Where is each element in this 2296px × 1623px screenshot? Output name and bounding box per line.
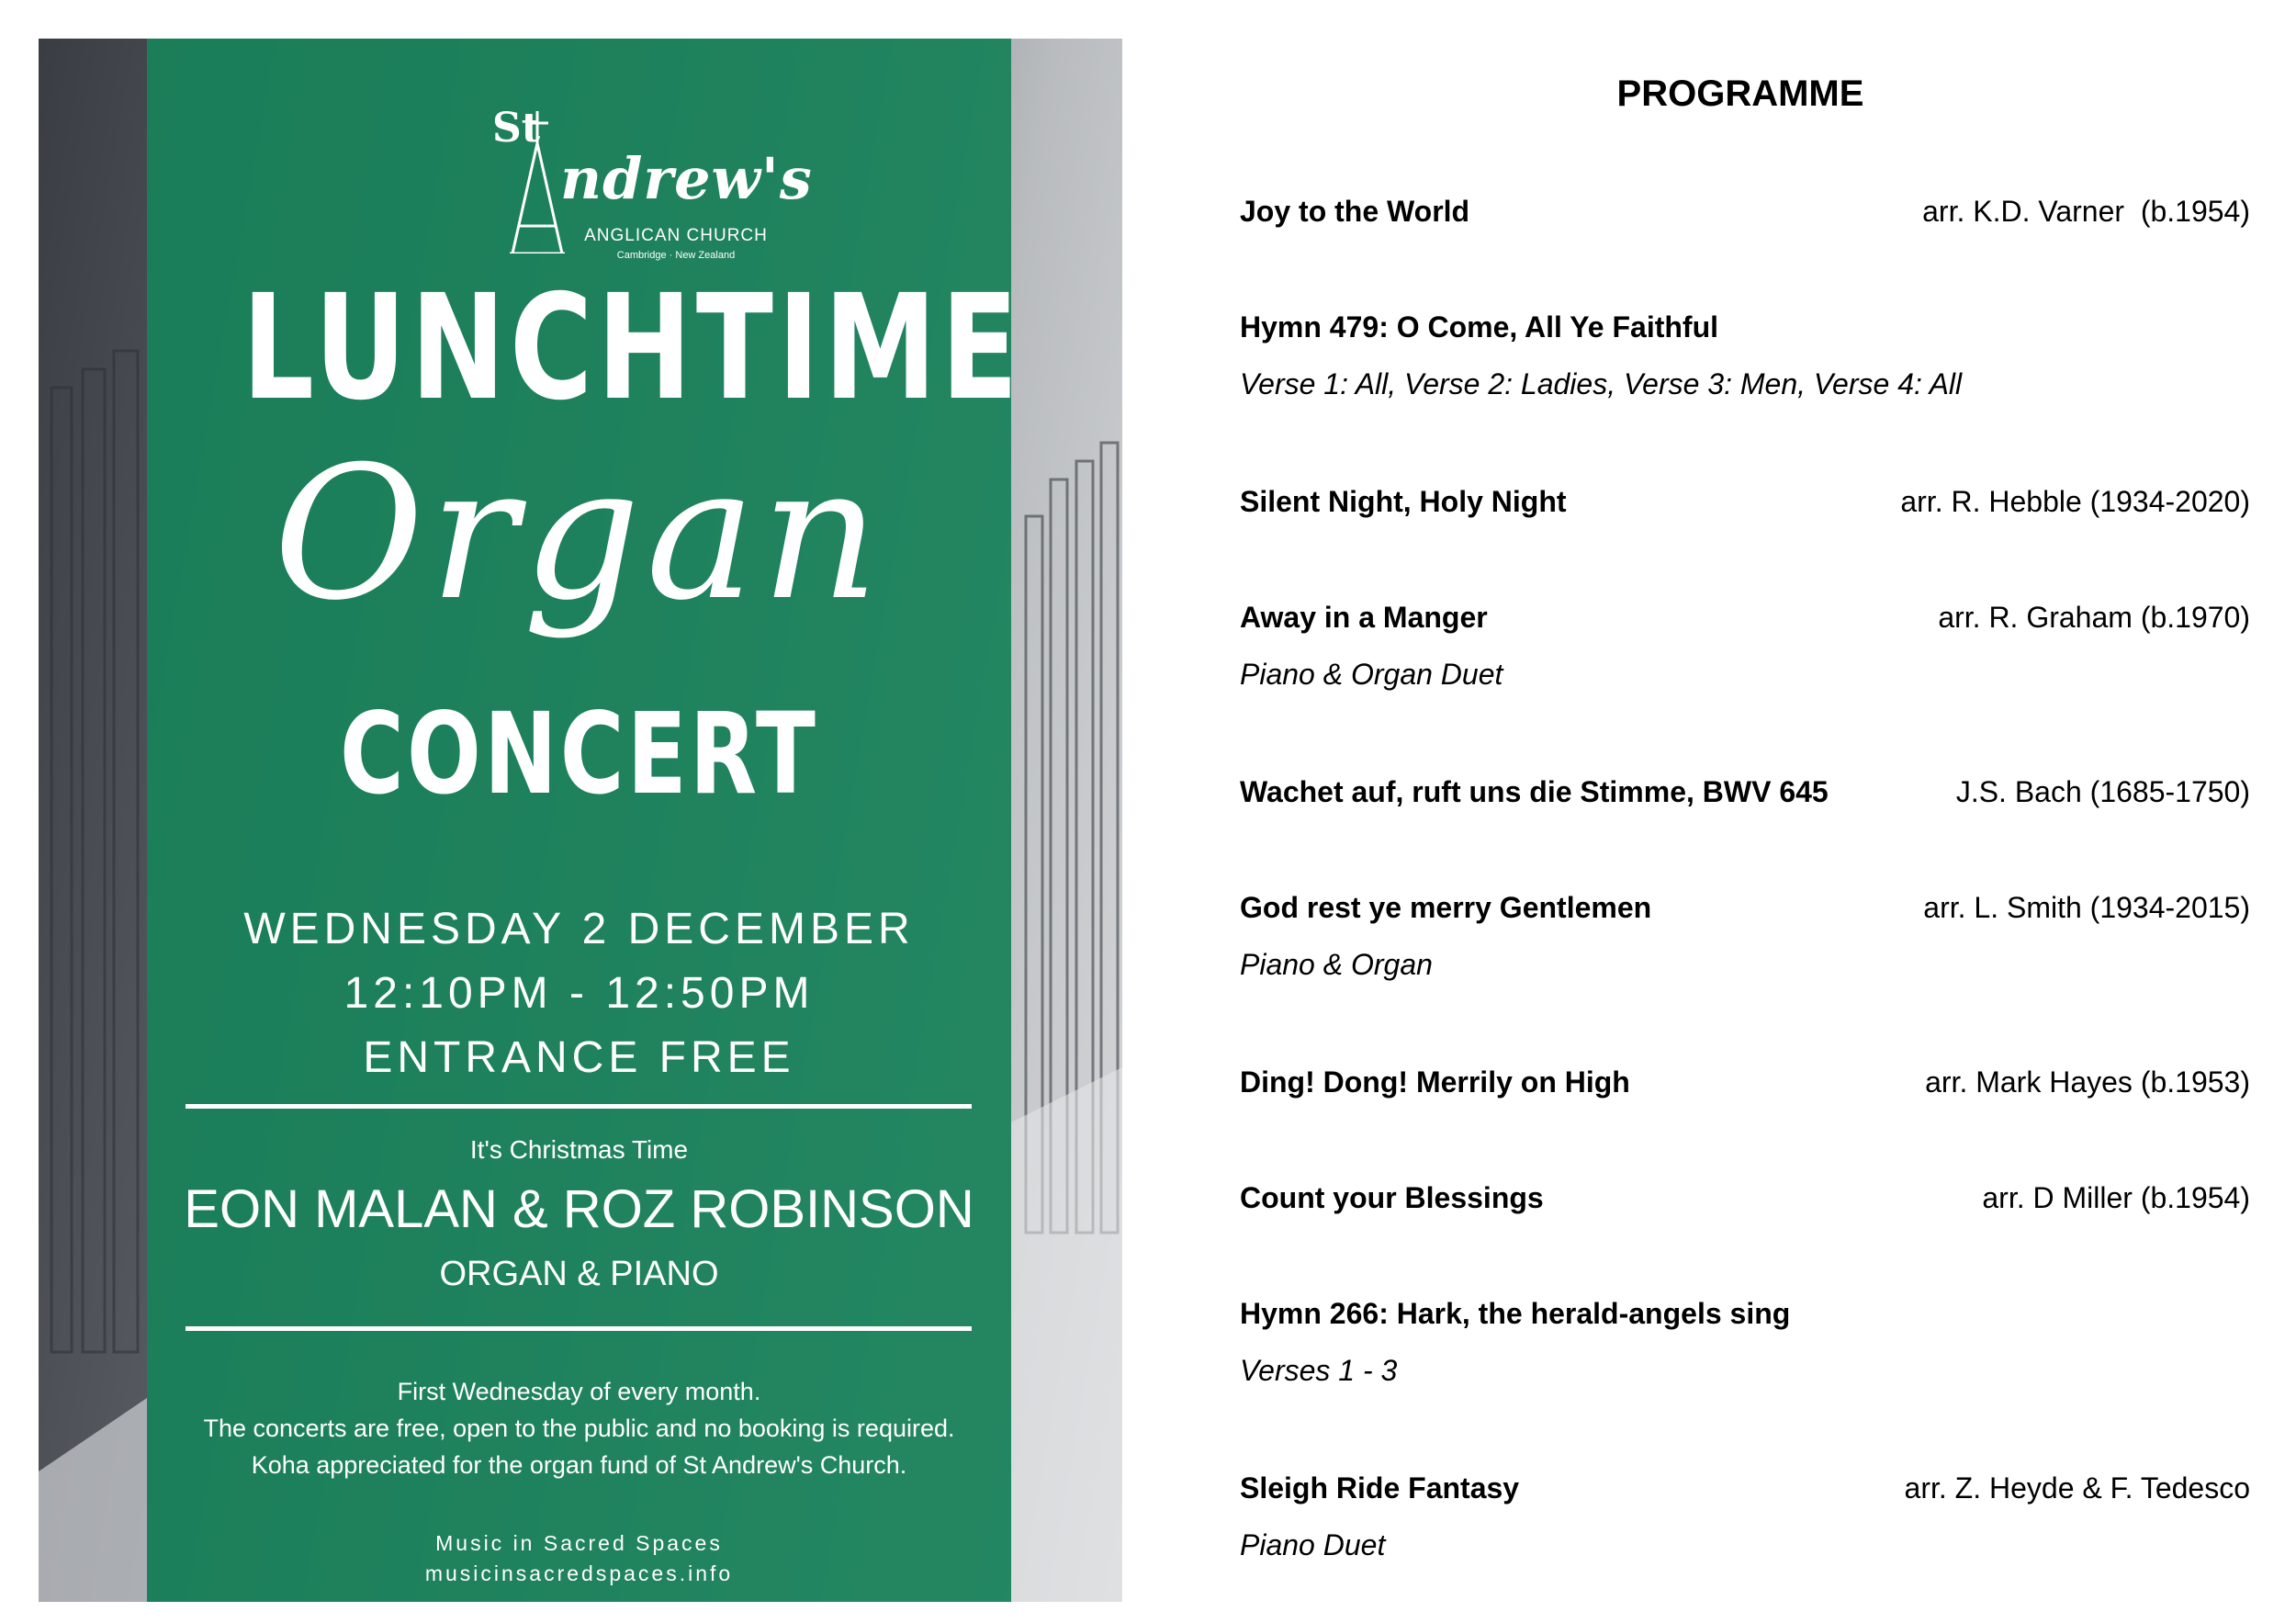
piece-composer: arr. R. Graham (b.1970): [1938, 601, 2250, 634]
piece-title: God rest ye merry Gentlemen: [1240, 891, 1652, 924]
title-concert: CONCERT: [340, 689, 818, 819]
logo-name: ndrew's: [560, 145, 813, 212]
title-lunchtime: LUNCHTIME: [242, 264, 1023, 433]
performers: EON MALAN & ROZ ROBINSON: [184, 1179, 974, 1239]
piece-title: Silent Night, Holy Night: [1240, 485, 1567, 518]
series-website: musicinsacredspaces.info: [424, 1561, 734, 1585]
piece-composer: arr. D Miller (b.1954): [1982, 1181, 2250, 1214]
concert-date: WEDNESDAY 2 DECEMBER: [243, 905, 915, 953]
piece-title: Ding! Dong! Merrily on High: [1240, 1065, 1630, 1099]
series-name: Music in Sacred Spaces: [435, 1531, 723, 1555]
piece-composer: arr. Z. Heyde & F. Tedesco: [1904, 1471, 2250, 1505]
piece-composer: J.S. Bach (1685-1750): [1955, 775, 2250, 808]
logo-st: St: [492, 105, 541, 152]
divider-bottom: [186, 1326, 972, 1331]
logo-location: Cambridge · New Zealand: [616, 250, 736, 261]
programme-title: PROGRAMME: [1616, 73, 1864, 114]
concert-time: 12:10PM - 12:50PM: [343, 969, 815, 1018]
piece-title: Sleigh Ride Fantasy: [1240, 1471, 1520, 1505]
piece-note: Piano & Organ Duet: [1240, 658, 1503, 691]
piece-title: Count your Blessings: [1240, 1181, 1544, 1214]
divider-top: [186, 1104, 972, 1109]
piece-note: Piano Duet: [1240, 1528, 1386, 1561]
concert-subtitle: It's Christmas Time: [469, 1135, 689, 1164]
piece-note: Verse 1: All, Verse 2: Ladies, Verse 3: Men, Verse 4: All: [1240, 367, 1963, 400]
instruments: ORGAN & PIANO: [439, 1255, 719, 1293]
church-logo: [147, 70, 1011, 261]
piece-composer: arr. Mark Hayes (b.1953): [1925, 1065, 2250, 1099]
piece-note: Verses 1 - 3: [1240, 1354, 1398, 1387]
concert-poster: [39, 39, 1122, 1602]
entrance-info: ENTRANCE FREE: [363, 1033, 795, 1082]
info-line-3: Koha appreciated for the organ fund of St Andrew's Church.: [251, 1451, 907, 1479]
piece-composer: arr. K.D. Varner (b.1954): [1922, 195, 2250, 228]
title-organ: Organ: [273, 427, 885, 641]
piece-title: Hymn 266: Hark, the herald-angels sing: [1240, 1297, 1791, 1330]
info-line-1: First Wednesday of every month.: [397, 1378, 761, 1405]
piece-title: Joy to the World: [1240, 195, 1470, 228]
info-line-2: The concerts are free, open to the public and no booking is required.: [203, 1414, 955, 1442]
piece-composer: arr. R. Hebble (1934-2020): [1900, 485, 2250, 518]
piece-title: Away in a Manger: [1240, 601, 1488, 634]
piece-title: Hymn 479: O Come, All Ye Faithful: [1240, 310, 1719, 344]
piece-title: Wachet auf, ruft uns die Stimme, BWV 645: [1240, 775, 1829, 808]
logo-church: ANGLICAN CHURCH: [584, 226, 768, 245]
piece-composer: arr. L. Smith (1934-2015): [1923, 891, 2250, 924]
piece-note: Piano & Organ: [1240, 948, 1433, 981]
green-panel: [147, 39, 1023, 1602]
